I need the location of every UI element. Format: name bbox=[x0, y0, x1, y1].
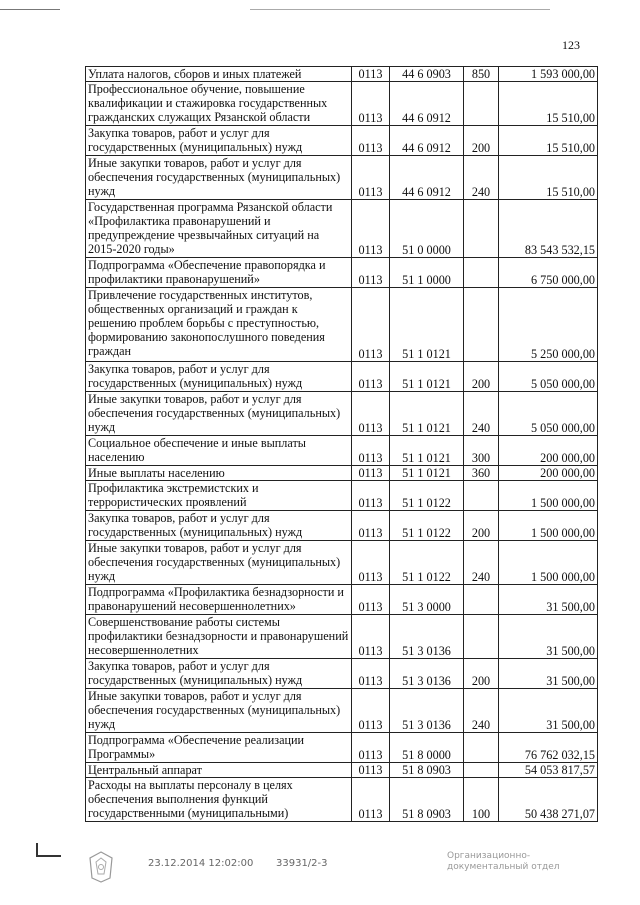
amount-cell: 1 500 000,00 bbox=[499, 511, 598, 541]
section-code-cell: 0113 bbox=[352, 778, 390, 822]
scan-top-line bbox=[0, 9, 60, 10]
table-row bbox=[86, 436, 598, 466]
amount-cell: 15 510,00 bbox=[499, 156, 598, 200]
row-name-cell: Иные закупки товаров, работ и услуг для обеспечения государственных (муниципальных) нужд bbox=[86, 541, 352, 585]
expense-type-cell: 300 bbox=[464, 436, 499, 466]
amount-cell: 1 593 000,00 bbox=[499, 67, 598, 82]
table-row bbox=[86, 200, 598, 258]
table-row bbox=[86, 615, 598, 659]
document-code: 33931/2-3 bbox=[276, 858, 328, 869]
amount-cell: 50 438 271,07 bbox=[499, 778, 598, 822]
expense-type-cell bbox=[464, 615, 499, 659]
expense-type-cell: 850 bbox=[464, 67, 499, 82]
row-name-cell: Иные закупки товаров, работ и услуг для обеспечения государственных (муниципальных) нужд bbox=[86, 392, 352, 436]
table-row bbox=[86, 466, 598, 481]
section-code-cell: 0113 bbox=[352, 763, 390, 778]
expense-type-cell: 200 bbox=[464, 126, 499, 156]
expense-type-cell bbox=[464, 585, 499, 615]
target-code-cell: 51 8 0903 bbox=[390, 778, 464, 822]
amount-cell: 1 500 000,00 bbox=[499, 541, 598, 585]
table-row bbox=[86, 126, 598, 156]
section-code-cell: 0113 bbox=[352, 436, 390, 466]
row-name-cell: Уплата налогов, сборов и иных платежей bbox=[86, 67, 352, 82]
table-row bbox=[86, 82, 598, 126]
expense-type-cell bbox=[464, 82, 499, 126]
coat-of-arms-icon bbox=[88, 850, 114, 884]
amount-cell: 5 250 000,00 bbox=[499, 288, 598, 362]
row-name-cell: Подпрограмма «Обеспечение правопорядка и профилактики правонарушений» bbox=[86, 258, 352, 288]
expense-type-cell bbox=[464, 200, 499, 258]
target-code-cell: 51 1 0121 bbox=[390, 362, 464, 392]
target-code-cell: 51 8 0903 bbox=[390, 763, 464, 778]
section-code-cell: 0113 bbox=[352, 511, 390, 541]
section-code-cell: 0113 bbox=[352, 481, 390, 511]
target-code-cell: 51 0 0000 bbox=[390, 200, 464, 258]
target-code-cell: 51 1 0122 bbox=[390, 481, 464, 511]
margin-mark bbox=[36, 843, 38, 855]
table-row bbox=[86, 156, 598, 200]
row-name-cell: Центральный аппарат bbox=[86, 763, 352, 778]
table-row bbox=[86, 763, 598, 778]
expense-type-cell: 100 bbox=[464, 778, 499, 822]
page-number: 123 bbox=[562, 38, 580, 52]
amount-cell: 31 500,00 bbox=[499, 659, 598, 689]
expense-type-cell: 240 bbox=[464, 541, 499, 585]
table-row bbox=[86, 67, 598, 82]
section-code-cell: 0113 bbox=[352, 615, 390, 659]
row-name-cell: Закупка товаров, работ и услуг для государственных (муниципальных) нужд bbox=[86, 362, 352, 392]
target-code-cell: 44 6 0912 bbox=[390, 82, 464, 126]
target-code-cell: 51 3 0000 bbox=[390, 585, 464, 615]
section-code-cell: 0113 bbox=[352, 362, 390, 392]
budget-table bbox=[85, 66, 598, 822]
row-name-cell: Социальное обеспечение и иные выплаты населению bbox=[86, 436, 352, 466]
target-code-cell: 51 1 0121 bbox=[390, 392, 464, 436]
row-name-cell: Привлечение государственных институтов, общественных организаций и граждан к решению проблем борьбы с преступностью, формированию законопослушного поведения граждан bbox=[86, 288, 352, 362]
amount-cell: 15 510,00 bbox=[499, 82, 598, 126]
row-name-cell: Профилактика экстремистских и террористических проявлений bbox=[86, 481, 352, 511]
row-name-cell: Иные выплаты населению bbox=[86, 466, 352, 481]
section-code-cell: 0113 bbox=[352, 733, 390, 763]
margin-mark bbox=[36, 855, 61, 857]
target-code-cell: 51 1 0121 bbox=[390, 466, 464, 481]
row-name-cell: Закупка товаров, работ и услуг для государственных (муниципальных) нужд bbox=[86, 511, 352, 541]
row-name-cell: Закупка товаров, работ и услуг для государственных (муниципальных) нужд bbox=[86, 659, 352, 689]
table-row bbox=[86, 258, 598, 288]
target-code-cell: 51 1 0122 bbox=[390, 511, 464, 541]
amount-cell: 83 543 532,15 bbox=[499, 200, 598, 258]
expense-type-cell: 200 bbox=[464, 511, 499, 541]
section-code-cell: 0113 bbox=[352, 67, 390, 82]
section-code-cell: 0113 bbox=[352, 689, 390, 733]
section-code-cell: 0113 bbox=[352, 82, 390, 126]
amount-cell: 200 000,00 bbox=[499, 466, 598, 481]
target-code-cell: 51 1 0121 bbox=[390, 436, 464, 466]
section-code-cell: 0113 bbox=[352, 156, 390, 200]
table-row bbox=[86, 362, 598, 392]
expense-type-cell: 240 bbox=[464, 392, 499, 436]
expense-type-cell: 240 bbox=[464, 156, 499, 200]
target-code-cell: 51 3 0136 bbox=[390, 659, 464, 689]
table-row bbox=[86, 689, 598, 733]
amount-cell: 54 053 817,57 bbox=[499, 763, 598, 778]
stamp-line-1: Организационно- bbox=[447, 851, 531, 861]
table-row bbox=[86, 585, 598, 615]
expense-type-cell: 200 bbox=[464, 659, 499, 689]
row-name-cell: Профессиональное обучение, повышение квалификации и стажировка государственных гражданских служащих Рязанской области bbox=[86, 82, 352, 126]
row-name-cell: Подпрограмма «Обеспечение реализации Программы» bbox=[86, 733, 352, 763]
department-stamp bbox=[447, 851, 577, 873]
section-code-cell: 0113 bbox=[352, 392, 390, 436]
section-code-cell: 0113 bbox=[352, 659, 390, 689]
table-row bbox=[86, 392, 598, 436]
expense-type-cell bbox=[464, 733, 499, 763]
row-name-cell: Закупка товаров, работ и услуг для государственных (муниципальных) нужд bbox=[86, 126, 352, 156]
expense-type-cell bbox=[464, 763, 499, 778]
table-row bbox=[86, 511, 598, 541]
amount-cell: 5 050 000,00 bbox=[499, 362, 598, 392]
table-row bbox=[86, 778, 598, 822]
target-code-cell: 44 6 0912 bbox=[390, 126, 464, 156]
target-code-cell: 51 8 0000 bbox=[390, 733, 464, 763]
row-name-cell: Государственная программа Рязанской области «Профилактика правонарушений и предупреждение чрезвычайных ситуаций на 2015-2020 годы» bbox=[86, 200, 352, 258]
target-code-cell: 51 3 0136 bbox=[390, 615, 464, 659]
row-name-cell: Совершенствование работы системы профилактики безнадзорности и правонарушений несовершеннолетних bbox=[86, 615, 352, 659]
table-row bbox=[86, 541, 598, 585]
amount-cell: 31 500,00 bbox=[499, 689, 598, 733]
section-code-cell: 0113 bbox=[352, 466, 390, 481]
target-code-cell: 44 6 0912 bbox=[390, 156, 464, 200]
section-code-cell: 0113 bbox=[352, 126, 390, 156]
section-code-cell: 0113 bbox=[352, 288, 390, 362]
section-code-cell: 0113 bbox=[352, 585, 390, 615]
section-code-cell: 0113 bbox=[352, 200, 390, 258]
row-name-cell: Подпрограмма «Профилактика безнадзорности и правонарушений несовершеннолетних» bbox=[86, 585, 352, 615]
print-datetime: 23.12.2014 12:02:00 bbox=[148, 858, 254, 869]
expense-type-cell: 240 bbox=[464, 689, 499, 733]
stamp-line-2: документальный отдел bbox=[447, 862, 560, 872]
amount-cell: 6 750 000,00 bbox=[499, 258, 598, 288]
target-code-cell: 44 6 0903 bbox=[390, 67, 464, 82]
table-row bbox=[86, 659, 598, 689]
target-code-cell: 51 1 0122 bbox=[390, 541, 464, 585]
amount-cell: 5 050 000,00 bbox=[499, 392, 598, 436]
expense-type-cell: 200 bbox=[464, 362, 499, 392]
table-row bbox=[86, 481, 598, 511]
target-code-cell: 51 3 0136 bbox=[390, 689, 464, 733]
table-row bbox=[86, 733, 598, 763]
scan-top-line bbox=[250, 9, 550, 10]
section-code-cell: 0113 bbox=[352, 258, 390, 288]
target-code-cell: 51 1 0121 bbox=[390, 288, 464, 362]
amount-cell: 15 510,00 bbox=[499, 126, 598, 156]
row-name-cell: Иные закупки товаров, работ и услуг для обеспечения государственных (муниципальных) нужд bbox=[86, 156, 352, 200]
expense-type-cell bbox=[464, 481, 499, 511]
amount-cell: 1 500 000,00 bbox=[499, 481, 598, 511]
amount-cell: 76 762 032,15 bbox=[499, 733, 598, 763]
amount-cell: 31 500,00 bbox=[499, 585, 598, 615]
row-name-cell: Расходы на выплаты персоналу в целях обеспечения выполнения функций государственными (муниципальными) bbox=[86, 778, 352, 822]
amount-cell: 31 500,00 bbox=[499, 615, 598, 659]
row-name-cell: Иные закупки товаров, работ и услуг для обеспечения государственных (муниципальных) нужд bbox=[86, 689, 352, 733]
expense-type-cell: 360 bbox=[464, 466, 499, 481]
target-code-cell: 51 1 0000 bbox=[390, 258, 464, 288]
amount-cell: 200 000,00 bbox=[499, 436, 598, 466]
expense-type-cell bbox=[464, 258, 499, 288]
expense-type-cell bbox=[464, 288, 499, 362]
section-code-cell: 0113 bbox=[352, 541, 390, 585]
table-row bbox=[86, 288, 598, 362]
